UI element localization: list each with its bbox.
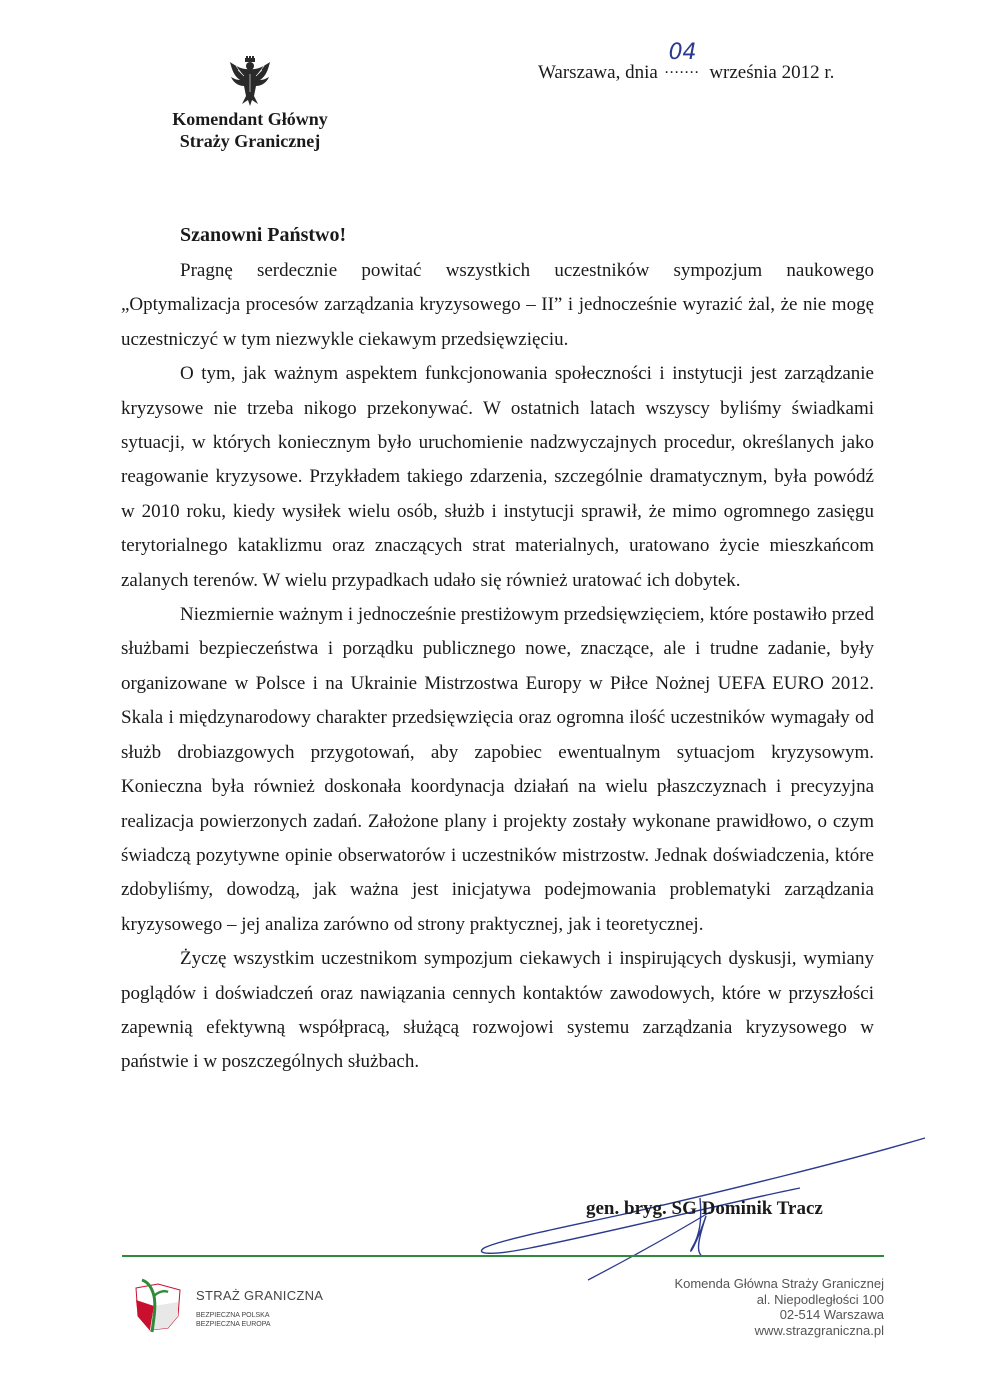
address-line-3: 02-514 Warszawa [779, 1307, 884, 1322]
paragraph-4: Życzę wszystkim uczestnikom sympozjum ciekawych i inspirujących dyskusji, wymiany poglądów i doświadczeń oraz nawiązania cennych kontaktów zawodowych, które w przyszłości zapewnią efektywną współpracą, służącą rozwojowi systemu zarządzania kryzysowego w państwie i w poszczególnych służbach. [121, 948, 874, 1073]
polish-eagle-emblem-icon [228, 56, 272, 108]
letter-body [121, 254, 874, 1080]
signer-name: gen. bryg. SG Dominik Tracz [586, 1198, 823, 1219]
border-guard-logo-icon [128, 1276, 188, 1336]
address-line-2: al. Niepodległości 100 [756, 1291, 884, 1307]
paragraph-3: Niezmiernie ważnym i jednocześnie prestiżowym przedsięwzięciem, które postawiło przed służbami bezpieczeństwa i porządku publicznego nowe, znaczące, ale i trudne zadanie, były organizowane w Polsce i na Ukrainie Mistrzostwa Europy w Piłce Nożnej UEFA EURO 2012. Skala i międzynarodowy charakter przedsięwzięcia oraz ogromna ilość uczestników wymagały od służb drobiazgowych przygotowań, aby zapobiec ewentualnym sytuacjom kryzysowym. Konieczna była również doskonała koordynacja działań na wielu płaszczyznach i precyzyjna realizacja powierzonych zadań. Założone plany i projekty zostały wykonane prawidłowo, o czym świadczą pozytywne opinie obserwatorów i uczestników mistrzostw. Jednak doświadczenia, które zdobyliśmy, dowodzą, jak ważna jest inicjatywa podejmowania problematyki zarządzania kryzysowego – jej analiza zarówno od strony praktycznej, jak i teoretycznej. [121, 604, 874, 935]
date-day-handwritten: 04 [668, 40, 697, 65]
logo-name: STRAŻ GRANICZNA [196, 1288, 324, 1303]
salutation: Szanowni Państwo! [180, 224, 347, 246]
issuer-title: Komendant Główny [172, 109, 328, 129]
date-day-field [663, 40, 705, 78]
date-suffix: września 2012 r. [709, 62, 835, 83]
logo-tagline-1: BEZPIECZNA POLSKA [196, 1312, 270, 1319]
date-prefix: Warszawa, dnia [538, 62, 658, 83]
logo-wordmark [196, 1288, 323, 1329]
date-day-dots: ....... [664, 60, 700, 77]
address-website-link[interactable]: www.strazgraniczna.pl [754, 1322, 884, 1338]
footer-address [674, 1276, 884, 1338]
issuer-subtitle: Straży Granicznej [179, 131, 321, 151]
issuer-block [150, 108, 350, 152]
paragraph-1: Pragnę serdecznie powitać wszystkich uczestników sympozjum naukowego „Optymalizacja procesów zarządzania kryzysowego – II” i jednocześnie wyrazić żal, że nie mogę uczestniczyć w tym niezwykle ciekawym przedsięwzięciu. [121, 260, 874, 350]
logo-tagline [196, 1311, 323, 1329]
logo-tagline-2: BEZPIECZNA EUROPA [196, 1321, 271, 1328]
address-line-1: Komenda Główna Straży Granicznej [674, 1276, 884, 1291]
date-line [538, 40, 835, 84]
footer-divider [122, 1255, 884, 1257]
paragraph-2: O tym, jak ważnym aspektem funkcjonowania społeczności i instytucji jest zarządzanie kryzysowe nie trzeba nikogo przekonywać. W ostatnich latach wszyscy byliśmy świadkami sytuacji, w których koniecznym było uruchomienie nadzwyczajnych procedur, określanych jako reagowanie kryzysowe. Przykładem takiego zdarzenia, szczególnie dramatycznym, była powódź w 2010 roku, kiedy wysiłek wielu osób, służb i instytucji sprawił, że mimo ogromnego zasięgu terytorialnego kataklizmu oraz znaczących strat materialnych, uratowano życie mieszkańcom zalanych terenów. W wielu przypadkach udało się również uratować ich dobytek. [121, 363, 874, 591]
